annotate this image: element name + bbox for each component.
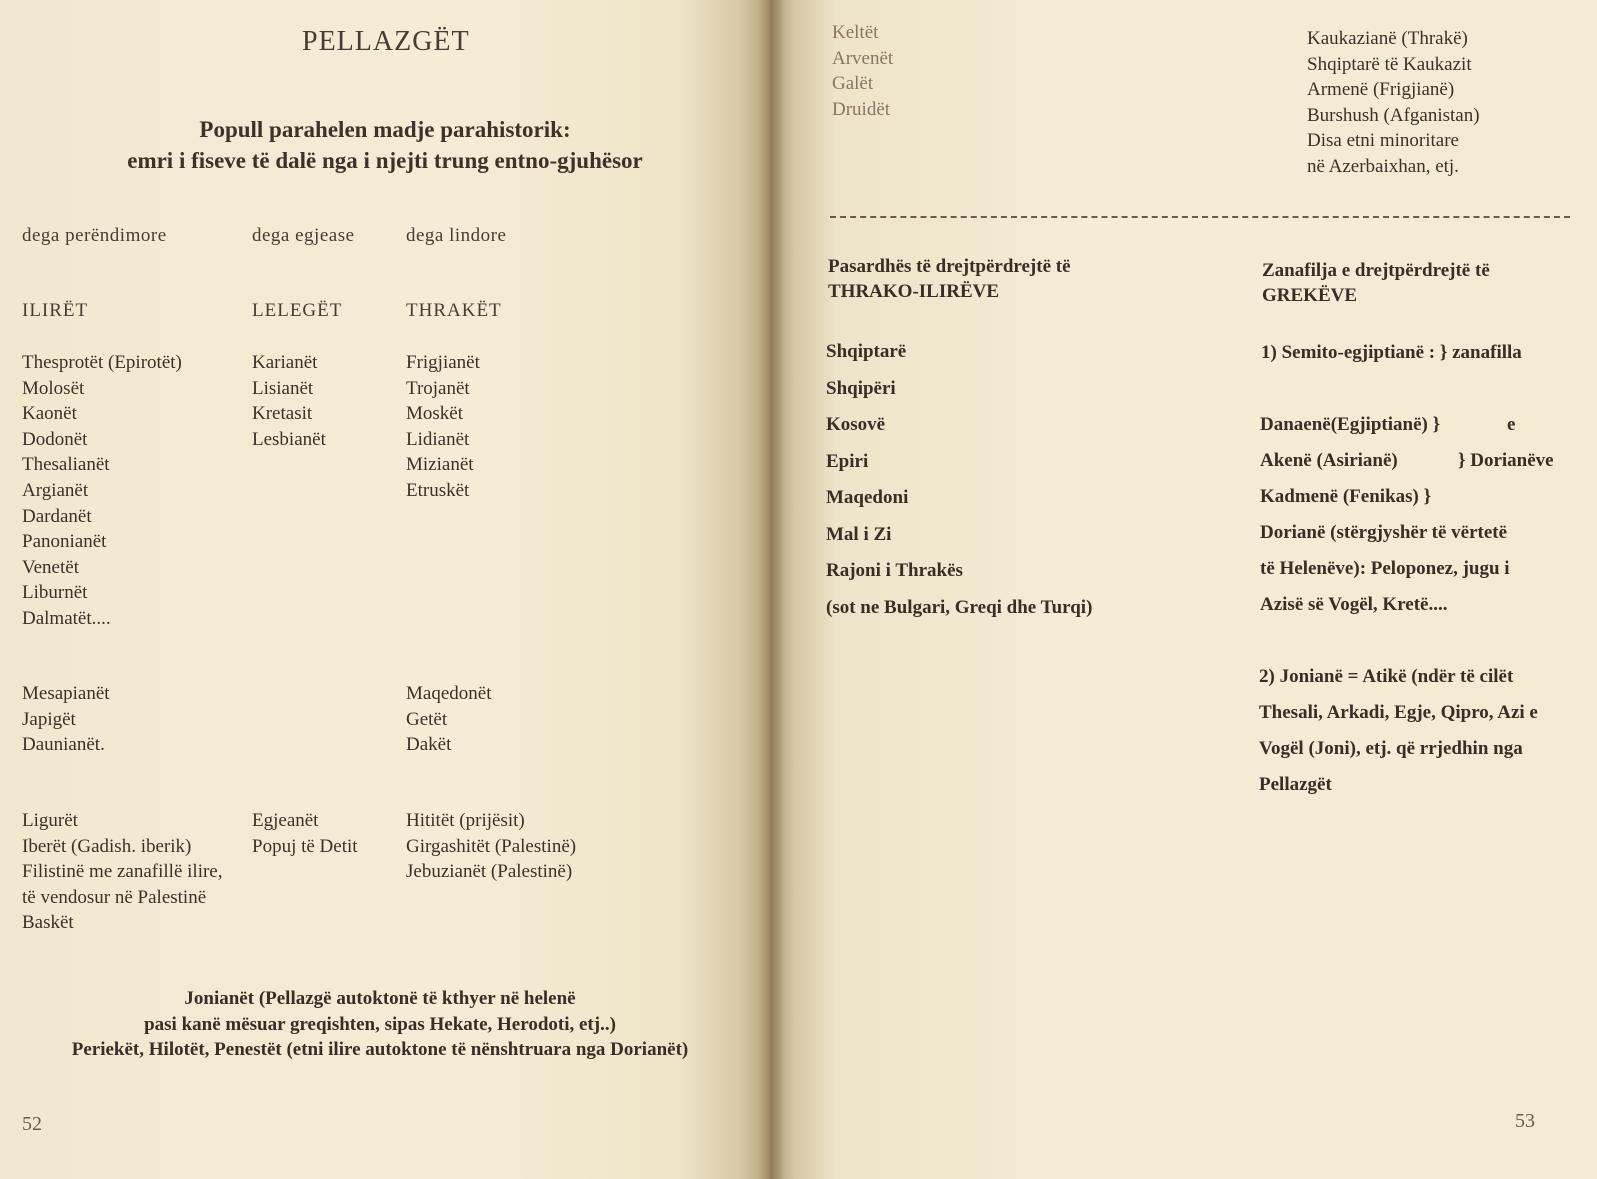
list-item: Arvenët xyxy=(832,47,894,69)
footer-note xyxy=(10,986,750,1063)
left-page xyxy=(0,0,770,1179)
list-item: Thesprotët (Epirotët) xyxy=(22,352,182,373)
dashed-divider xyxy=(830,216,1570,218)
heading-line-1: Zanafilja e drejtpërdrejtë të xyxy=(1262,260,1490,281)
branch-aegean-label: dega egjease xyxy=(252,225,355,246)
origin-line-10: Vogël (Joni), etj. që rrjedhin nga xyxy=(1259,738,1523,759)
group-leleges: LELEGËT xyxy=(252,300,343,321)
page-number-left: 52 xyxy=(22,1113,42,1135)
list-item: Jebuzianët (Palestinë) xyxy=(406,861,573,883)
west-tribes-list xyxy=(22,350,182,632)
list-item: Daunianët. xyxy=(22,734,105,756)
west-tribes-list-3 xyxy=(22,808,223,936)
list-item: Lesbianët xyxy=(252,428,326,450)
list-item: Popuj të Detit xyxy=(252,835,358,857)
origin-line-8: 2) Jonianë = Atikë (ndër të cilët xyxy=(1259,666,1514,687)
right-page xyxy=(770,0,1597,1179)
list-item: Baskët xyxy=(22,912,74,934)
group-thracians: THRAKËT xyxy=(406,300,502,321)
list-item: në Azerbaixhan, etj. xyxy=(1307,155,1459,177)
heading-line-2: THRAKO-ILIRËVE xyxy=(828,281,1000,302)
list-item: Karianët xyxy=(252,352,318,373)
list-item: Maqedonët xyxy=(406,683,492,704)
list-item: Filistinë me zanafillë ilire, xyxy=(22,861,223,883)
east-tribes-list-2 xyxy=(406,681,491,758)
list-item: Kretasit xyxy=(252,403,313,425)
book-gutter xyxy=(758,0,784,1179)
list-item: Kosovë xyxy=(826,414,886,435)
list-item: Lidianët xyxy=(406,428,470,450)
list-item: Shqiptarë xyxy=(826,341,907,362)
subtitle xyxy=(60,114,710,176)
origin-line-2a: Danaenë(Egjiptianë) } xyxy=(1260,414,1441,435)
descendants-list xyxy=(826,334,1092,626)
heading-line-1: Pasardhës të drejtpërdrejtë të xyxy=(828,256,1071,277)
origin-line-11: Pellazgët xyxy=(1259,774,1332,795)
origins-heading xyxy=(1262,258,1490,308)
list-item: Druidët xyxy=(832,98,891,120)
list-item: Galët xyxy=(832,73,874,94)
list-item: Getët xyxy=(406,708,448,730)
list-item: Ligurët xyxy=(22,810,78,831)
list-item: Burshush (Afganistan) xyxy=(1307,104,1480,126)
list-item: Liburnët xyxy=(22,582,88,604)
caucasian-list xyxy=(1307,26,1480,179)
list-item: Iberët (Gadish. iberik) xyxy=(22,835,192,857)
descendants-heading xyxy=(828,254,1071,304)
heading-line-2: GREKËVE xyxy=(1262,285,1358,306)
list-item: Keltët xyxy=(832,22,879,43)
list-item: Disa etni minoritare xyxy=(1307,130,1459,151)
list-item: Armenë (Frigjianë) xyxy=(1307,79,1455,100)
footer-line-1: Jonianët (Pellazgë autoktonë të kthyer në helenë xyxy=(184,988,576,1009)
origin-line-2b: e xyxy=(1507,414,1516,435)
list-item: Dakët xyxy=(406,734,452,756)
footer-line-2: pasi kanë mësuar greqishten, sipas Hekate, Herodoti, etj..) xyxy=(144,1013,616,1035)
origin-line-7: Azisë së Vogël, Kretë.... xyxy=(1260,594,1448,615)
list-item: Japigët xyxy=(22,708,76,730)
list-item: Lisianët xyxy=(252,377,314,399)
list-item: Epiri xyxy=(826,450,869,472)
list-item: Trojanët xyxy=(406,377,470,399)
origin-line-3b: } Dorianëve xyxy=(1458,450,1554,471)
list-item: Hititët (prijësit) xyxy=(406,810,525,831)
origin-line-1: 1) Semito-egjiptianë : } zanafilla xyxy=(1261,342,1522,363)
list-item: Maqedoni xyxy=(826,487,909,508)
branch-east-label: dega lindore xyxy=(406,225,507,246)
east-tribes-list-3 xyxy=(406,808,576,885)
list-item: Venetët xyxy=(22,556,79,578)
subtitle-line-2: emri i fiseve të dalë nga i njejti trung entno-gjuhësor xyxy=(127,148,643,173)
origin-line-6: të Helenëve): Peloponez, jugu i xyxy=(1260,558,1510,579)
list-item: Panonianët xyxy=(22,531,107,553)
aegean-tribes-list xyxy=(252,350,326,452)
page-number-right: 53 xyxy=(1515,1110,1535,1132)
list-item: Kaukazianë (Thrakë) xyxy=(1307,28,1468,49)
east-tribes-list xyxy=(406,350,480,504)
list-item: Mesapianët xyxy=(22,683,110,704)
origin-line-3a: Akenë (Asirianë) xyxy=(1260,450,1398,471)
list-item: Molosët xyxy=(22,377,85,399)
list-item: Mal i Zi xyxy=(826,523,892,545)
list-item: (sot ne Bulgari, Greqi dhe Turqi) xyxy=(826,596,1093,618)
list-item: Moskët xyxy=(406,403,463,425)
origin-line-4: Kadmenë (Fenikas) } xyxy=(1260,486,1432,507)
list-item: Egjeanët xyxy=(252,810,319,831)
list-item: Girgashitët (Palestinë) xyxy=(406,835,577,857)
branch-west-label: dega perëndimore xyxy=(22,225,167,246)
list-item: Mizianët xyxy=(406,454,474,476)
list-item: Frigjianët xyxy=(406,352,480,373)
group-illyrians: ILIRËT xyxy=(22,300,89,321)
origin-line-5: Dorianë (stërgjyshër të vërtetë xyxy=(1260,522,1508,543)
celtic-list xyxy=(832,20,893,122)
page-title: PELLAZGËT xyxy=(302,26,470,57)
list-item: Argianët xyxy=(22,479,89,501)
list-item: Dodonët xyxy=(22,428,88,450)
origin-line-9: Thesali, Arkadi, Egje, Qipro, Azi e xyxy=(1259,702,1538,723)
list-item: Kaonët xyxy=(22,403,77,425)
list-item: Rajoni i Thrakës xyxy=(826,560,963,581)
west-tribes-list-2 xyxy=(22,681,110,758)
list-item: Dardanët xyxy=(22,505,92,527)
subtitle-line-1: Popull parahelen madje parahistorik: xyxy=(199,117,571,142)
footer-line-3: Periekët, Hilotët, Penestët (etni ilire autoktone të nënshtruara nga Dorianët) xyxy=(71,1039,689,1060)
list-item: Etruskët xyxy=(406,479,470,501)
list-item: Thesalianët xyxy=(22,454,110,476)
list-item: Shqipëri xyxy=(826,377,896,399)
list-item: të vendosur në Palestinë xyxy=(22,886,207,908)
list-item: Shqiptarë të Kaukazit xyxy=(1307,53,1472,75)
list-item: Dalmatët.... xyxy=(22,607,111,629)
aegean-tribes-list-3 xyxy=(252,808,358,859)
